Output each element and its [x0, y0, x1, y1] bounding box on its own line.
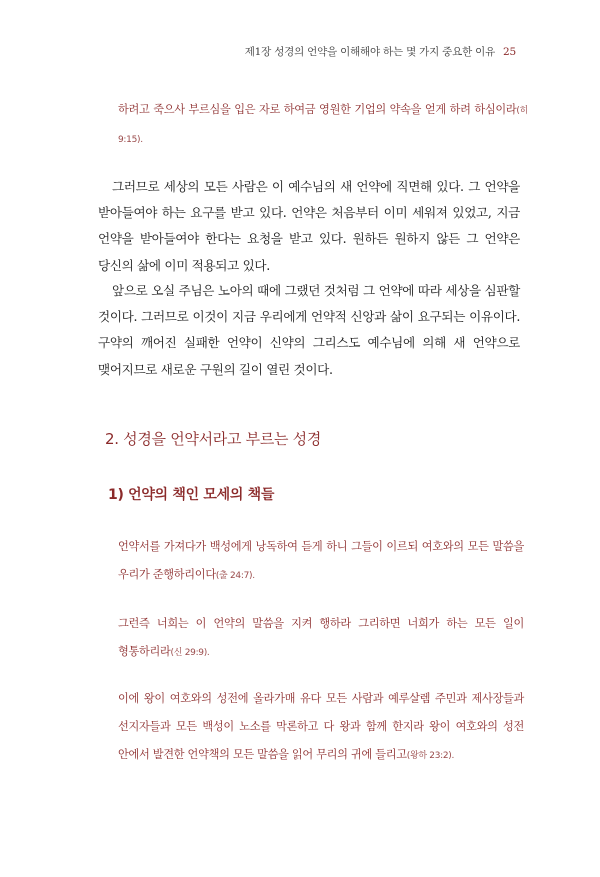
- running-head: [245, 44, 516, 59]
- quote-text: 언약서를 가져다가 백성에게 낭독하여 듣게 하니 그들이 이르되 여호와의 모든 말씀을 우리가 준행하리이다: [118, 540, 524, 581]
- quote-text: 하려고 죽으사 부르심을 입은 자로 하여금 영원한 기업의 약속을 얻게 하려 하심이라: [118, 103, 517, 116]
- section-heading: 2. 성경을 언약서라고 부르는 성경: [105, 430, 322, 448]
- page-number: 25: [503, 46, 516, 58]
- running-head-title: 제1장 성경의 언약을 이해해야 하는 몇 가지 중요한 이유: [244, 46, 496, 58]
- body-paragraph: 앞으로 오실 주님은 노아의 때에 그랬던 것처럼 그 언약에 따라 세상을 심판할 것이다. 그러므로 이것이 지금 우리에게 언약적 신앙과 삶이 요구되는 이유이다. 구약의 깨어진 실패한 언약이 신약의 그리스도 예수님에 의해 새 언약으로 맺어지므로 새로운 구원의 길이 열린 것이다.: [98, 283, 520, 377]
- quote-text: 이에 왕이 여호와의 성전에 올라가매 유다 모든 사람과 예루살렘 주민과 제사장들과 선지자들과 모든 백성이 노소를 막론하고 다 왕과 함께 한지라 왕이 여호와의 성전 안에서 발견한 언약책의 모든 말씀을 읽어 무리의 귀에 들리고: [118, 692, 524, 761]
- top-quote: [118, 96, 528, 154]
- quote-reference: (신 29:9).: [170, 648, 210, 658]
- scripture-quote: [118, 533, 524, 590]
- body-paragraph: 그러므로 세상의 모든 사람은 이 예수님의 새 언약에 직면해 있다. 그 언약을 받아들여야 하는 요구를 받고 있다. 언약은 처음부터 이미 세워져 있었고, 지금 언약을 받아들여야 한다는 요청을 받고 있다. 원하든 원하지 않든 그 언약은 당신의 삶에 이미 적용되고 있다.: [98, 179, 520, 273]
- subsection-heading: 1) 언약의 책인 모세의 책들: [108, 487, 275, 503]
- quote-reference: (출 24:7).: [215, 571, 255, 581]
- quote-text: 그런즉 너희는 이 언약의 말씀을 지켜 행하라 그리하면 너희가 하는 모든 일이 형통하리라: [118, 617, 524, 658]
- scripture-quote: [118, 610, 524, 667]
- scripture-quote: [118, 685, 524, 770]
- quote-reference: (히 9:15).: [118, 106, 528, 145]
- quote-reference: (왕하 23:2).: [406, 751, 455, 761]
